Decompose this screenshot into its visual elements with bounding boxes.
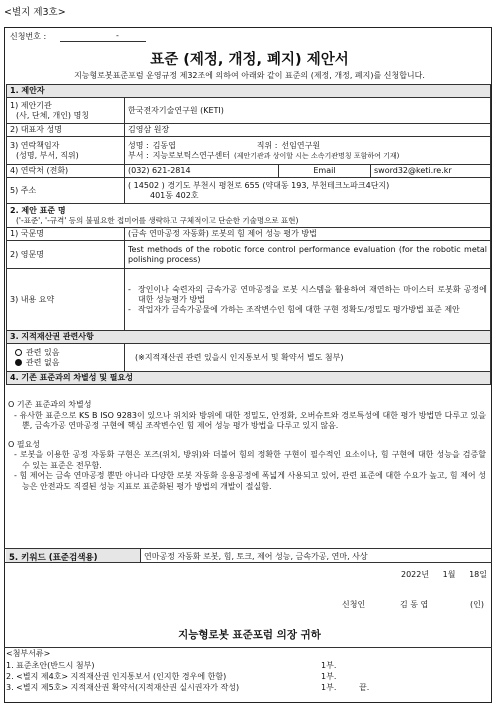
document-title: 표준 (제정, 개정, 폐지) 제안서 bbox=[150, 52, 349, 68]
address-line2: 401동 402호 bbox=[150, 190, 199, 200]
ip-options bbox=[7, 344, 125, 372]
contact-name-label: 성명 : bbox=[128, 140, 149, 150]
ip-option-yes[interactable] bbox=[15, 348, 121, 358]
attachment-item bbox=[6, 671, 486, 682]
serial-number-dash: - bbox=[116, 31, 119, 40]
address-value bbox=[125, 178, 491, 204]
content-item-text: 작업자가 금속가공물에 가하는 조작변수인 힘에 대한 구현 정확도/정밀도 평가방법 표준 제안 bbox=[138, 304, 460, 314]
attachment-count: 1부. bbox=[321, 672, 337, 682]
radio-unchecked-icon bbox=[15, 349, 22, 356]
differentiation-body bbox=[8, 400, 486, 492]
org-label bbox=[7, 98, 125, 124]
attachment-count: 1부. bbox=[321, 683, 337, 693]
section-standard-name-note: ('-표준', '-규격' 등의 불필요한 접미어를 생략하고 구체적이고 단순한 기술명으로 표현) bbox=[16, 215, 299, 225]
kr-name-value: (금속 연마공정 자동화) 로봇의 힘 제어 성능 평가 방법 bbox=[125, 228, 491, 241]
attachment-item bbox=[6, 682, 486, 693]
section-standard-name bbox=[7, 204, 491, 228]
content-summary-value bbox=[125, 269, 491, 331]
contact-label-line1: 3) 연락책임자 bbox=[10, 140, 60, 150]
document-subtitle: 지능형로봇표준포럼 운영규정 제32조에 의하여 아래와 같이 표준의 (제정, 개정, 폐지)를 신청합니다. bbox=[74, 71, 425, 80]
date-day: 18일 bbox=[469, 570, 487, 579]
attachment-end-mark: 끝. bbox=[359, 683, 370, 693]
necessity-title: O 필요성 bbox=[8, 439, 41, 449]
applicant-label: 신청인 bbox=[342, 600, 366, 609]
form-label: <별지 제3호> bbox=[4, 7, 66, 18]
attachment-text: 1. 표준초안(반드시 첨부) bbox=[6, 661, 95, 670]
attachment-count: 1부. bbox=[321, 661, 337, 670]
contact-dept: 지능로보틱스연구센터 bbox=[152, 150, 230, 160]
contact-position: 선임연구원 bbox=[281, 140, 321, 150]
proposal-form-table bbox=[6, 84, 491, 385]
org-label-line2: (사, 단체, 개인) 명칭 bbox=[16, 110, 90, 120]
org-label-line1: 1) 제안기관 bbox=[10, 100, 52, 110]
contact-dept-label: 부서 : bbox=[128, 150, 149, 160]
keywords-value: 연마공정 자동화 로봇, 힘, 토크, 제어 성능, 금속가공, 연마, 사상 bbox=[144, 552, 368, 561]
differentiation-title: O 기존 표준과의 차별성 bbox=[8, 400, 92, 409]
phone-label: 4) 연락처 (전화) bbox=[7, 165, 125, 178]
contact-name: 김동엽 bbox=[152, 140, 176, 150]
date-month: 1월 bbox=[442, 570, 456, 579]
attachment-item bbox=[6, 660, 486, 671]
content-item: - 작업자가 금속가공물에 가하는 조작변수인 힘에 대한 구현 정확도/정밀도 평가방법 표준 제안 bbox=[128, 304, 460, 314]
necessity-item: - 힘 제어는 금속 연마공정 뿐만 아니라 다양한 로봇 자동화 응용공정에 폭넓게 사용되고 있어, 관련 표준에 대한 수요가 높고, 힘 제어 성능은 안전과도 직결된 성능 지표로 표준화된 평가 방법의 개발이 절실함. bbox=[14, 471, 486, 491]
email-label: Email bbox=[278, 165, 370, 178]
section-proposer-header: 1. 제안자 bbox=[7, 85, 491, 98]
rep-label: 2) 대표자 성명 bbox=[7, 124, 125, 137]
radio-checked-icon bbox=[15, 359, 22, 366]
ip-option-no[interactable] bbox=[15, 358, 121, 368]
ip-option-no-label: 관련 없음 bbox=[26, 357, 60, 367]
attachments-list bbox=[6, 660, 486, 694]
applicant-name: 김 동 엽 bbox=[400, 600, 429, 609]
ip-option-yes-label: 관련 있음 bbox=[26, 347, 60, 357]
contact-value bbox=[125, 137, 491, 165]
contact-position-label: 직위 : bbox=[256, 140, 278, 150]
section-differentiation-header: 4. 기존 표준과의 차별성 및 필요성 bbox=[7, 372, 491, 385]
divider bbox=[4, 562, 492, 563]
attachment-text: 2. <별지 제4호> 지적재산권 인지통보서 (인지한 경우에 한함) bbox=[6, 672, 227, 682]
contact-dept-note: (제안기관과 상이할 시는 소속기관명칭 포함하여 기재) bbox=[233, 151, 400, 160]
ip-note: (※지적재산권 관련 있을시 인지통보서 및 확약서 별도 첨부) bbox=[125, 344, 491, 372]
attachment-text: 3. <별지 제5호> 지적재산권 확약서(지적재산권 실시권자가 작성) bbox=[6, 683, 240, 693]
serial-number-label: 신청번호 : bbox=[10, 32, 47, 41]
address-label: 5) 주소 bbox=[7, 178, 125, 204]
content-item: - 장인이나 숙련자의 금속가공 연마공정을 로봇 시스템을 활용하여 재연하는 마이스터 로봇화 공정에 대한 성능평가 방법 bbox=[128, 284, 487, 304]
divider bbox=[4, 647, 492, 648]
content-item-text: 장인이나 숙련자의 금속가공 연마공정을 로봇 시스템을 활용하여 재연하는 마이스터 로봇화 공정에 대한 성능평가 방법 bbox=[138, 284, 487, 304]
recipient: 지능형로봇 표준포럼 의장 귀하 bbox=[178, 629, 321, 641]
submission-date bbox=[401, 569, 487, 580]
necessity-item: - 로봇을 이용한 공정 자동화 구현은 포즈(위치, 방위)와 더불어 힘의 정확한 구현이 필수적인 요소이나, 힘 구현에 대한 성능을 검증할 수 있는 표준은 전무함. bbox=[14, 450, 486, 470]
phone-value: (032) 621-2814 bbox=[125, 165, 279, 178]
section-ip-header: 3. 지적재산권 관련사항 bbox=[7, 331, 491, 344]
applicant-seal: (인) bbox=[470, 600, 484, 609]
attachments-title: <첨부서류> bbox=[6, 649, 51, 658]
address-line1: ( 14502 ) 경기도 부천시 평천로 655 (약대동 193, 부천테크노파크4단지) bbox=[128, 180, 390, 190]
differentiation-item: - 유사한 표준으로 KS B ISO 9283이 있으나 위치와 방위에 대한 정밀도, 안정화, 오버슈트와 경로특성에 대한 평가 방법만 다루고 있을 뿐, 금속가공 연마공정 구현에 핵심 조작변수인 힘 제어 성능 평가 방법을 다루고 있지 않음. bbox=[14, 410, 486, 431]
email-value: sword32@keti.re.kr bbox=[370, 165, 490, 178]
keywords-label: 5. 키워드 (표준검색용) bbox=[9, 553, 98, 563]
contact-label-line2: (성명, 부서, 직위) bbox=[16, 150, 79, 160]
kr-name-label: 1) 국문명 bbox=[7, 228, 125, 241]
section-standard-name-header: 2. 제안 표준 명 bbox=[10, 205, 66, 215]
en-name-value: Test methods of the robotic force control performance evaluation (for the robotic metal polishing process) bbox=[125, 241, 491, 269]
en-name-label: 2) 영문명 bbox=[7, 241, 125, 269]
rep-value: 김영삼 원장 bbox=[125, 124, 491, 137]
content-summary-label: 3) 내용 요약 bbox=[7, 269, 125, 331]
org-value: 한국전자기술연구원 (KETI) bbox=[125, 98, 491, 124]
date-year: 2022년 bbox=[401, 570, 430, 579]
contact-label bbox=[7, 137, 125, 165]
serial-number-field[interactable] bbox=[60, 41, 146, 42]
